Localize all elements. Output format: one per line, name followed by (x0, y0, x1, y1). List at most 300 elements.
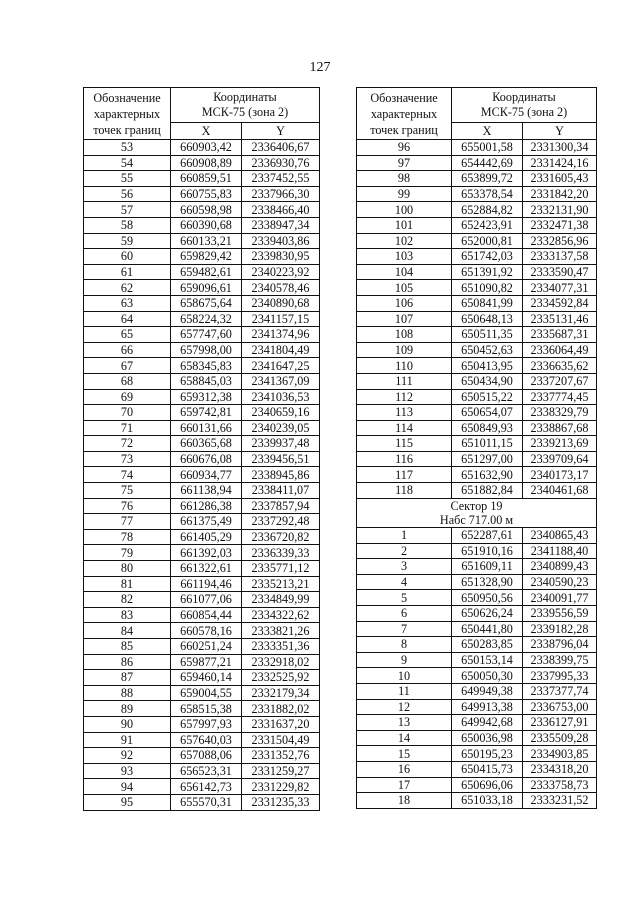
point-number-cell: 99 (357, 186, 452, 202)
table-row (357, 668, 597, 684)
point-number-cell: 96 (357, 140, 452, 156)
y-coordinate-cell: 2331504,49 (242, 732, 320, 748)
table-row (84, 264, 320, 280)
x-coordinate-cell: 651882,84 (452, 483, 523, 499)
header-line: точек границ (93, 122, 161, 137)
x-coordinate-cell: 651632,90 (452, 467, 523, 483)
table-row (357, 140, 597, 156)
x-coordinate-cell: 650452,63 (452, 342, 523, 358)
table-row (357, 715, 597, 731)
point-number-cell: 59 (84, 233, 171, 249)
table-row (84, 483, 320, 499)
table-row (84, 280, 320, 296)
y-coordinate-cell: 2331235,33 (242, 794, 320, 810)
y-coordinate-cell: 2333231,52 (523, 793, 597, 809)
x-coordinate-cell: 660133,21 (171, 233, 242, 249)
point-number-cell: 5 (357, 590, 452, 606)
point-number-cell: 103 (357, 249, 452, 265)
table-row (84, 701, 320, 717)
table-row (357, 420, 597, 436)
y-coordinate-cell: 2340173,17 (523, 467, 597, 483)
table-row (357, 746, 597, 762)
y-coordinate-cell: 2337995,33 (523, 668, 597, 684)
header-line: точек границ (370, 122, 438, 137)
point-number-cell: 60 (84, 249, 171, 265)
point-number-cell: 10 (357, 668, 452, 684)
point-number-cell: 65 (84, 327, 171, 343)
point-number-cell: 116 (357, 451, 452, 467)
x-coordinate-cell: 650434,90 (452, 373, 523, 389)
point-number-cell: 73 (84, 451, 171, 467)
x-coordinate-cell: 656142,73 (171, 779, 242, 795)
point-number-cell: 105 (357, 280, 452, 296)
x-coordinate-cell: 658515,38 (171, 701, 242, 717)
x-coordinate-cell: 652287,61 (452, 528, 523, 544)
point-number-cell: 82 (84, 592, 171, 608)
x-coordinate-cell: 650036,98 (452, 730, 523, 746)
table-row (357, 280, 597, 296)
x-column-header: X (171, 123, 242, 140)
point-number-cell: 87 (84, 670, 171, 686)
y-coordinate-cell: 2337452,55 (242, 171, 320, 187)
point-number-cell: 108 (357, 327, 452, 343)
point-number-cell: 13 (357, 715, 452, 731)
x-coordinate-cell: 650849,93 (452, 420, 523, 436)
x-coordinate-cell: 650515,22 (452, 389, 523, 405)
point-number-cell: 74 (84, 467, 171, 483)
x-coordinate-cell: 650950,56 (452, 590, 523, 606)
table-row (84, 639, 320, 655)
table-row (84, 358, 320, 374)
y-coordinate-cell: 2336127,91 (523, 715, 597, 731)
point-number-cell: 75 (84, 483, 171, 499)
x-coordinate-cell: 650195,23 (452, 746, 523, 762)
y-coordinate-cell: 2340091,77 (523, 590, 597, 606)
y-coordinate-cell: 2332131,90 (523, 202, 597, 218)
point-number-cell: 93 (84, 763, 171, 779)
table-row (357, 467, 597, 483)
point-number-cell: 6 (357, 606, 452, 622)
point-number-cell: 81 (84, 576, 171, 592)
x-coordinate-cell: 650696,06 (452, 777, 523, 793)
x-coordinate-cell: 657998,00 (171, 342, 242, 358)
y-coordinate-cell: 2333137,58 (523, 249, 597, 265)
table-row (84, 451, 320, 467)
x-coordinate-cell: 650648,13 (452, 311, 523, 327)
point-number-cell: 69 (84, 389, 171, 405)
x-coordinate-cell: 660676,08 (171, 451, 242, 467)
y-coordinate-cell: 2340890,68 (242, 295, 320, 311)
x-coordinate-cell: 651033,18 (452, 793, 523, 809)
x-coordinate-cell: 651910,16 (452, 543, 523, 559)
x-coordinate-cell: 659742,81 (171, 405, 242, 421)
x-column-header: X (452, 123, 523, 140)
point-number-cell: 8 (357, 637, 452, 653)
point-number-cell: 92 (84, 748, 171, 764)
table-row (357, 155, 597, 171)
y-coordinate-cell: 2339556,59 (523, 606, 597, 622)
table-row (357, 373, 597, 389)
table-row (84, 685, 320, 701)
point-number-cell: 68 (84, 373, 171, 389)
x-coordinate-cell: 661405,29 (171, 529, 242, 545)
x-coordinate-cell: 651609,11 (452, 559, 523, 575)
table-row (357, 528, 597, 544)
y-coordinate-cell: 2338399,75 (523, 652, 597, 668)
table-row (357, 233, 597, 249)
point-number-cell: 70 (84, 405, 171, 421)
y-coordinate-cell: 2331842,20 (523, 186, 597, 202)
x-coordinate-cell: 651297,00 (452, 451, 523, 467)
table-row (357, 295, 597, 311)
point-number-cell: 97 (357, 155, 452, 171)
point-number-cell: 100 (357, 202, 452, 218)
table-row (357, 436, 597, 452)
table-row (357, 405, 597, 421)
point-number-cell: 77 (84, 514, 171, 530)
y-coordinate-cell: 2331229,82 (242, 779, 320, 795)
y-coordinate-cell: 2335509,28 (523, 730, 597, 746)
x-coordinate-cell: 651090,82 (452, 280, 523, 296)
y-coordinate-cell: 2335687,31 (523, 327, 597, 343)
table-row (84, 327, 320, 343)
point-number-cell: 17 (357, 777, 452, 793)
x-coordinate-cell: 652423,91 (452, 217, 523, 233)
y-coordinate-cell: 2339403,86 (242, 233, 320, 249)
table-row (84, 311, 320, 327)
table-row (357, 483, 597, 499)
point-number-cell: 56 (84, 186, 171, 202)
x-coordinate-cell: 659829,42 (171, 249, 242, 265)
x-coordinate-cell: 651328,90 (452, 574, 523, 590)
y-coordinate-cell: 2339213,69 (523, 436, 597, 452)
y-coordinate-cell: 2334592,84 (523, 295, 597, 311)
y-coordinate-cell: 2339456,51 (242, 451, 320, 467)
y-coordinate-cell: 2338796,04 (523, 637, 597, 653)
x-coordinate-cell: 660131,66 (171, 420, 242, 436)
x-coordinate-cell: 650050,30 (452, 668, 523, 684)
point-number-cell: 66 (84, 342, 171, 358)
x-coordinate-cell: 660365,68 (171, 436, 242, 452)
y-coordinate-cell: 2338947,34 (242, 217, 320, 233)
x-coordinate-cell: 649913,38 (452, 699, 523, 715)
table-row (357, 311, 597, 327)
point-number-cell: 104 (357, 264, 452, 280)
point-number-cell: 118 (357, 483, 452, 499)
y-coordinate-cell: 2338867,68 (523, 420, 597, 436)
table-row (84, 561, 320, 577)
y-coordinate-cell: 2336064,49 (523, 342, 597, 358)
point-number-cell: 79 (84, 545, 171, 561)
header-line: Координаты (213, 90, 277, 105)
x-coordinate-cell: 661322,61 (171, 561, 242, 577)
point-number-cell: 72 (84, 436, 171, 452)
table-row (357, 652, 597, 668)
y-coordinate-cell: 2334077,31 (523, 280, 597, 296)
table-row (84, 576, 320, 592)
point-number-cell: 76 (84, 498, 171, 514)
table-row (84, 217, 320, 233)
x-coordinate-cell: 655001,58 (452, 140, 523, 156)
point-number-cell: 61 (84, 264, 171, 280)
y-coordinate-cell: 2333590,47 (523, 264, 597, 280)
point-number-cell: 71 (84, 420, 171, 436)
x-coordinate-cell: 661286,38 (171, 498, 242, 514)
x-coordinate-cell: 656523,31 (171, 763, 242, 779)
table-row (84, 233, 320, 249)
x-coordinate-cell: 659877,21 (171, 654, 242, 670)
point-number-cell: 95 (84, 794, 171, 810)
y-coordinate-cell: 2337966,30 (242, 186, 320, 202)
sector-row (357, 498, 597, 527)
y-coordinate-cell: 2331352,76 (242, 748, 320, 764)
y-coordinate-cell: 2340223,92 (242, 264, 320, 280)
y-coordinate-cell: 2331259,27 (242, 763, 320, 779)
x-coordinate-cell: 653378,54 (452, 186, 523, 202)
x-coordinate-cell: 661077,06 (171, 592, 242, 608)
y-coordinate-cell: 2335131,46 (523, 311, 597, 327)
y-coordinate-cell: 2336406,67 (242, 140, 320, 156)
y-coordinate-cell: 2340461,68 (523, 483, 597, 499)
point-number-cell: 113 (357, 405, 452, 421)
coordinates-column-header (452, 88, 597, 123)
table-row (84, 155, 320, 171)
table-row (357, 217, 597, 233)
table-row (84, 249, 320, 265)
header-line: МСК-75 (зона 2) (201, 105, 289, 120)
sector-name: Сектор 19 (450, 498, 503, 513)
table-row (84, 202, 320, 218)
point-number-cell: 3 (357, 559, 452, 575)
table-row (84, 514, 320, 530)
y-coordinate-cell: 2337292,48 (242, 514, 320, 530)
table-row (84, 732, 320, 748)
y-coordinate-cell: 2341647,25 (242, 358, 320, 374)
x-coordinate-cell: 660854,44 (171, 607, 242, 623)
point-number-cell: 67 (84, 358, 171, 374)
x-coordinate-cell: 659096,61 (171, 280, 242, 296)
table-row (357, 590, 597, 606)
y-column-header: Y (523, 123, 597, 140)
table-row (357, 559, 597, 575)
y-coordinate-cell: 2332918,02 (242, 654, 320, 670)
point-number-cell: 115 (357, 436, 452, 452)
y-coordinate-cell: 2334322,62 (242, 607, 320, 623)
x-coordinate-cell: 659460,14 (171, 670, 242, 686)
table-row (84, 670, 320, 686)
x-coordinate-cell: 650415,73 (452, 761, 523, 777)
x-coordinate-cell: 652884,82 (452, 202, 523, 218)
x-coordinate-cell: 650441,80 (452, 621, 523, 637)
y-coordinate-cell: 2337377,74 (523, 684, 597, 700)
table-row (357, 358, 597, 374)
point-number-cell: 12 (357, 699, 452, 715)
point-column-header (84, 88, 171, 140)
y-coordinate-cell: 2340659,16 (242, 405, 320, 421)
table-row (84, 405, 320, 421)
table-row (357, 342, 597, 358)
point-number-cell: 117 (357, 467, 452, 483)
coordinates-table-left (83, 87, 320, 811)
x-coordinate-cell: 660755,83 (171, 186, 242, 202)
coordinates-table-right (356, 87, 597, 809)
table-row (357, 777, 597, 793)
x-coordinate-cell: 659312,38 (171, 389, 242, 405)
table-row (357, 637, 597, 653)
y-coordinate-cell: 2337207,67 (523, 373, 597, 389)
x-coordinate-cell: 661375,49 (171, 514, 242, 530)
point-number-cell: 109 (357, 342, 452, 358)
point-number-cell: 111 (357, 373, 452, 389)
y-coordinate-cell: 2338466,40 (242, 202, 320, 218)
sector-header (357, 498, 597, 527)
point-number-cell: 88 (84, 685, 171, 701)
table-row (84, 654, 320, 670)
y-coordinate-cell: 2341188,40 (523, 543, 597, 559)
y-coordinate-cell: 2334903,85 (523, 746, 597, 762)
y-coordinate-cell: 2334849,99 (242, 592, 320, 608)
y-coordinate-cell: 2339937,48 (242, 436, 320, 452)
table-row (84, 716, 320, 732)
table-row (84, 529, 320, 545)
point-number-cell: 94 (84, 779, 171, 795)
x-coordinate-cell: 658345,83 (171, 358, 242, 374)
point-number-cell: 110 (357, 358, 452, 374)
y-coordinate-cell: 2335771,12 (242, 561, 320, 577)
point-number-cell: 91 (84, 732, 171, 748)
table-row (357, 264, 597, 280)
table-row (84, 342, 320, 358)
page-number: 127 (309, 60, 331, 75)
table-row (84, 467, 320, 483)
table-row (357, 543, 597, 559)
point-number-cell: 98 (357, 171, 452, 187)
table-body (84, 140, 320, 811)
point-number-cell: 106 (357, 295, 452, 311)
point-number-cell: 85 (84, 639, 171, 655)
y-coordinate-cell: 2341157,15 (242, 311, 320, 327)
y-coordinate-cell: 2339182,28 (523, 621, 597, 637)
table-row (357, 202, 597, 218)
table-row (357, 621, 597, 637)
point-number-cell: 18 (357, 793, 452, 809)
point-number-cell: 78 (84, 529, 171, 545)
table-row (84, 295, 320, 311)
x-coordinate-cell: 652000,81 (452, 233, 523, 249)
point-number-cell: 102 (357, 233, 452, 249)
y-coordinate-cell: 2340578,46 (242, 280, 320, 296)
point-number-cell: 14 (357, 730, 452, 746)
table-row (357, 171, 597, 187)
x-coordinate-cell: 657088,06 (171, 748, 242, 764)
table-row (357, 249, 597, 265)
x-coordinate-cell: 660390,68 (171, 217, 242, 233)
x-coordinate-cell: 658675,64 (171, 295, 242, 311)
point-number-cell: 90 (84, 716, 171, 732)
sector-height: Набс 717.00 м (439, 512, 514, 527)
header-line: Координаты (492, 90, 556, 105)
header-line: Обозначение (93, 90, 161, 105)
x-coordinate-cell: 661194,46 (171, 576, 242, 592)
table-row (357, 186, 597, 202)
table-row (84, 140, 320, 156)
y-coordinate-cell: 2340865,43 (523, 528, 597, 544)
point-number-cell: 80 (84, 561, 171, 577)
y-coordinate-cell: 2332856,96 (523, 233, 597, 249)
point-number-cell: 114 (357, 420, 452, 436)
y-coordinate-cell: 2331882,02 (242, 701, 320, 717)
table-row (357, 761, 597, 777)
x-coordinate-cell: 650511,35 (452, 327, 523, 343)
point-number-cell: 63 (84, 295, 171, 311)
point-number-cell: 57 (84, 202, 171, 218)
y-coordinate-cell: 2338411,07 (242, 483, 320, 499)
x-coordinate-cell: 657997,93 (171, 716, 242, 732)
table-row (357, 327, 597, 343)
header-line: характерных (93, 106, 161, 121)
x-coordinate-cell: 650153,14 (452, 652, 523, 668)
y-coordinate-cell: 2337774,45 (523, 389, 597, 405)
point-number-cell: 107 (357, 311, 452, 327)
point-number-cell: 58 (84, 217, 171, 233)
point-number-cell: 86 (84, 654, 171, 670)
x-coordinate-cell: 659004,55 (171, 685, 242, 701)
header-line: Обозначение (370, 90, 438, 105)
x-coordinate-cell: 653899,72 (452, 171, 523, 187)
point-number-cell: 16 (357, 761, 452, 777)
point-number-cell: 54 (84, 155, 171, 171)
y-coordinate-cell: 2336635,62 (523, 358, 597, 374)
y-coordinate-cell: 2332471,38 (523, 217, 597, 233)
x-coordinate-cell: 657747,60 (171, 327, 242, 343)
table-row (84, 436, 320, 452)
x-coordinate-cell: 660859,51 (171, 171, 242, 187)
table-body (357, 140, 597, 499)
y-coordinate-cell: 2331424,16 (523, 155, 597, 171)
y-coordinate-cell: 2339830,95 (242, 249, 320, 265)
table-row (84, 389, 320, 405)
x-coordinate-cell: 661138,94 (171, 483, 242, 499)
point-number-cell: 4 (357, 574, 452, 590)
x-coordinate-cell: 660934,77 (171, 467, 242, 483)
x-coordinate-cell: 649949,38 (452, 684, 523, 700)
y-coordinate-cell: 2335213,21 (242, 576, 320, 592)
y-coordinate-cell: 2334318,20 (523, 761, 597, 777)
table-row (357, 389, 597, 405)
y-coordinate-cell: 2336720,82 (242, 529, 320, 545)
header-line: МСК-75 (зона 2) (480, 105, 568, 120)
table-row (84, 623, 320, 639)
x-coordinate-cell: 660903,42 (171, 140, 242, 156)
table-row (84, 794, 320, 810)
sector-title-cell (357, 498, 597, 527)
y-coordinate-cell: 2341804,49 (242, 342, 320, 358)
point-number-cell: 55 (84, 171, 171, 187)
point-number-cell: 7 (357, 621, 452, 637)
x-coordinate-cell: 649942,68 (452, 715, 523, 731)
table-row (84, 779, 320, 795)
point-number-cell: 89 (84, 701, 171, 717)
y-coordinate-cell: 2331300,34 (523, 140, 597, 156)
point-number-cell: 83 (84, 607, 171, 623)
point-number-cell: 112 (357, 389, 452, 405)
point-number-cell: 9 (357, 652, 452, 668)
table-row (84, 420, 320, 436)
x-coordinate-cell: 651011,15 (452, 436, 523, 452)
y-coordinate-cell: 2332179,34 (242, 685, 320, 701)
point-number-cell: 62 (84, 280, 171, 296)
x-coordinate-cell: 651391,92 (452, 264, 523, 280)
